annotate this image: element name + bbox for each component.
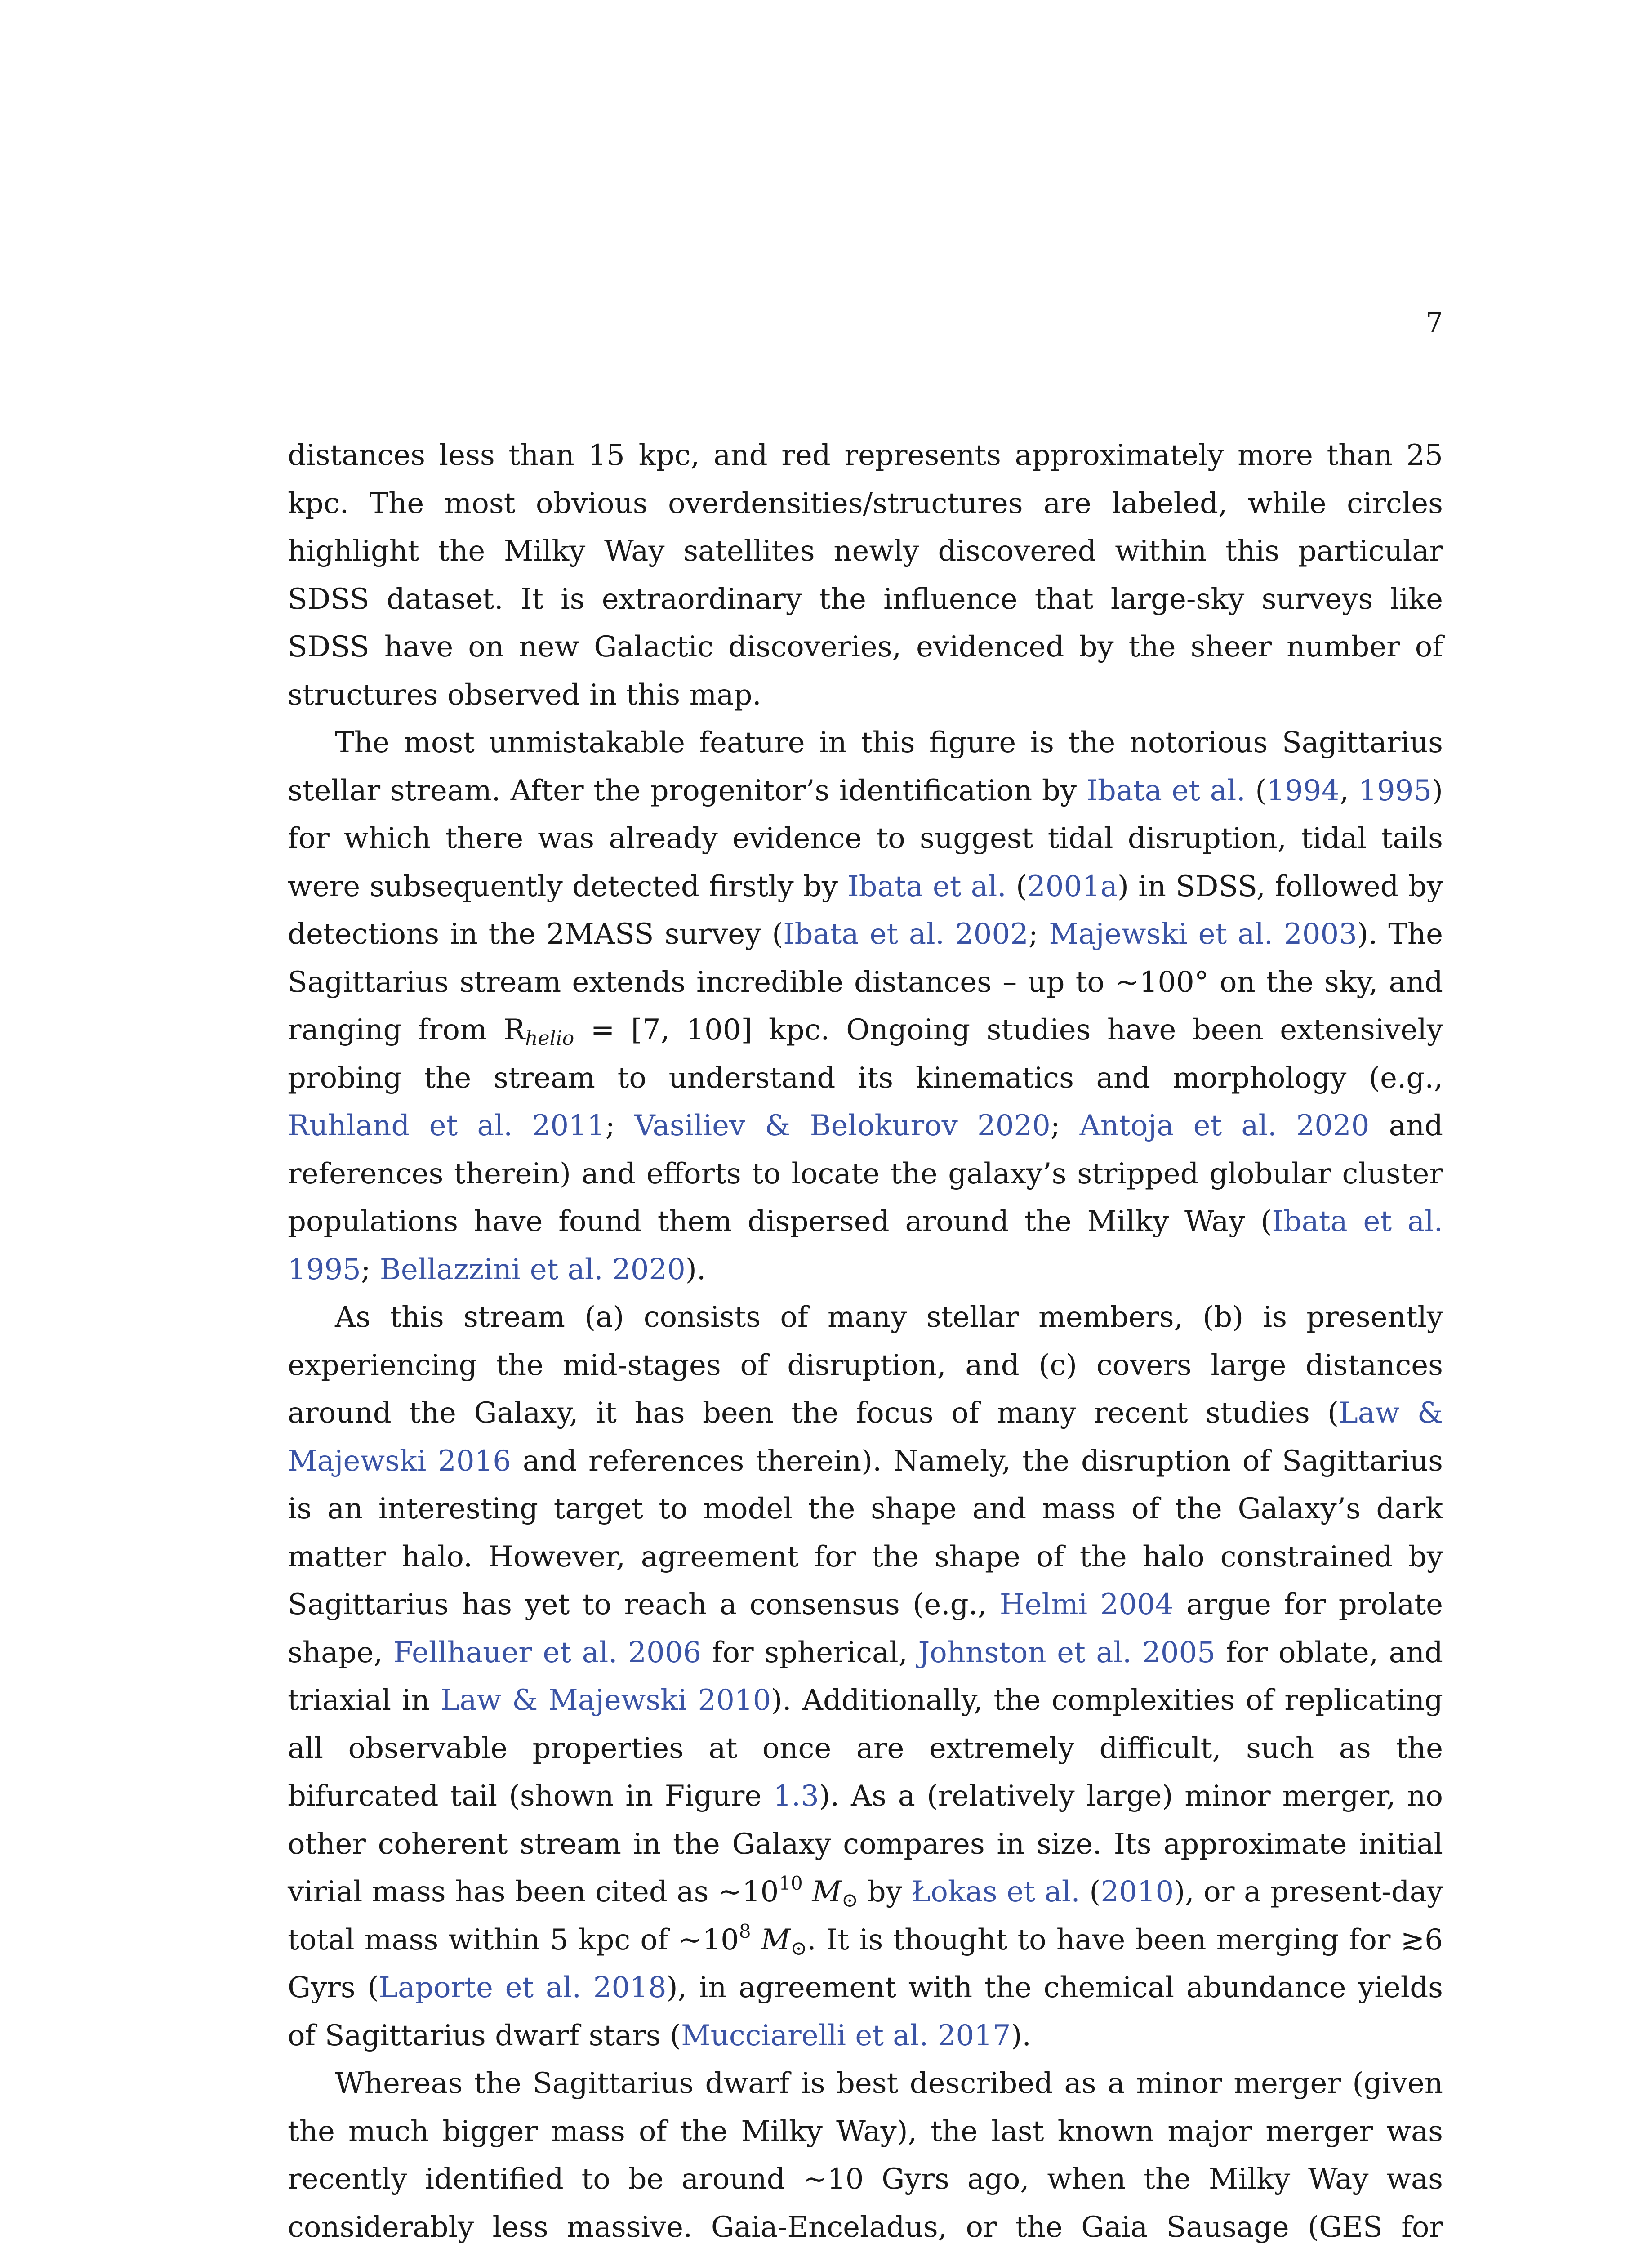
citation-link[interactable]: Bellazzini et al. 2020 xyxy=(379,1253,686,1286)
text: ; xyxy=(1050,1109,1080,1142)
text: As this stream (a) consists of many stellar members, (b) is presently experiencing the mid-stages of disruption, and (c) covers large distances around the Galaxy, it has been the focus of many recent studies ( xyxy=(288,1301,1443,1430)
text: , xyxy=(1340,774,1359,807)
citation-link[interactable]: Łokas et al. xyxy=(911,1875,1080,1909)
text: ). xyxy=(685,1253,706,1286)
text: ). xyxy=(1011,2019,1031,2052)
text: ; xyxy=(605,1109,635,1142)
text: ). As a (relatively large) minor merger, no other coherent stream in the Galaxy compares in size. Its approximate initial virial mass has been cited as ~10 xyxy=(288,1780,1443,1909)
paragraph-3 xyxy=(288,1293,1443,2060)
text: ; xyxy=(1028,918,1049,951)
text: The most unmistakable feature in this figure is the notorious Sagittarius stellar stream. After the progenitor’s identification by xyxy=(288,726,1443,807)
figure-reference-link[interactable]: 1.3 xyxy=(773,1780,819,1813)
citation-link[interactable]: Ibata et al. xyxy=(1086,774,1246,807)
citation-link[interactable]: Majewski et al. 2003 xyxy=(1049,918,1357,951)
text: Whereas the Sagittarius dwarf is best described as a minor merger (given the much bigger mass of the Milky Way), the last known major merger was recently identified to be around ~10 Gyrs ago, when the Milky Way was considerably less massive. Gaia-Enceladus, or the Gaia Sausage (GES for xyxy=(288,2067,1443,2244)
superscript: 10 xyxy=(779,1872,803,1894)
text: ). The Sagittarius stream extends incredible distances – up to ~100° on the sky, and ranging from R xyxy=(288,918,1443,1047)
citation-link[interactable]: Helmi 2004 xyxy=(999,1588,1174,1621)
text: ( xyxy=(1245,774,1267,807)
citation-link[interactable]: Laporte et al. 2018 xyxy=(378,1971,667,2004)
text: ; xyxy=(361,1253,380,1286)
text: and references therein) and efforts to locate the galaxy’s stripped globular cluster populations have found them dispersed around the Milky Way ( xyxy=(288,1109,1443,1238)
citation-link[interactable]: Mucciarelli et al. 2017 xyxy=(681,2019,1011,2052)
citation-link[interactable]: 1994 xyxy=(1266,774,1340,807)
superscript: 8 xyxy=(739,1920,751,1942)
text: ) for which there was already evidence to suggest tidal disruption, tidal tails were subsequently detected firstly by xyxy=(288,774,1443,903)
text: by xyxy=(858,1875,912,1909)
text: for spherical, xyxy=(701,1636,918,1669)
citation-link[interactable]: Ibata et al. 2002 xyxy=(783,918,1029,951)
math-symbol: M xyxy=(751,1923,791,1957)
paragraph-2 xyxy=(288,719,1443,1293)
citation-link[interactable]: Ibata et al. 1995 xyxy=(288,1205,1443,1286)
citation-link[interactable]: 1995 xyxy=(1358,774,1432,807)
citation-link[interactable]: Ibata et al. xyxy=(847,870,1006,903)
text: = [7, 100] kpc. Ongoing studies have been extensively probing the stream to understand its kinematics and morphology (e.g., xyxy=(288,1013,1443,1095)
text: argue for prolate shape, xyxy=(288,1588,1443,1669)
math-symbol: M xyxy=(802,1875,842,1909)
citation-link[interactable]: Ruhland et al. 2011 xyxy=(288,1109,606,1142)
citation-link[interactable]: Johnston et al. 2005 xyxy=(918,1636,1216,1669)
paragraph-4 xyxy=(288,2060,1443,2248)
text: . It is thought to have been merging for ≳6 Gyrs ( xyxy=(288,1923,1443,2004)
text: for oblate, and triaxial in xyxy=(288,1636,1443,1717)
citation-link[interactable]: Law & Majewski 2016 xyxy=(288,1396,1443,1478)
citation-link[interactable]: 2001a xyxy=(1027,870,1118,903)
subscript: ⊙ xyxy=(790,1936,807,1960)
text: and references therein). Namely, the disruption of Sagittarius is an interesting target to model the shape and mass of the Galaxy’s dark matter halo. However, agreement for the shape of the halo constrained by Sagittarius has yet to reach a consensus (e.g., xyxy=(288,1444,1443,1621)
text: ) in SDSS, followed by detections in the 2MASS survey ( xyxy=(288,870,1443,951)
page-number: 7 xyxy=(1425,307,1443,339)
citation-link[interactable]: Antoja et al. 2020 xyxy=(1079,1109,1370,1142)
text: ( xyxy=(1080,1875,1101,1909)
citation-link[interactable]: Law & Majewski 2010 xyxy=(440,1684,771,1717)
text: ( xyxy=(1006,870,1027,903)
subscript: helio xyxy=(525,1027,574,1050)
text: distances less than 15 kpc, and red represents approximately more than 25 kpc. The most obvious overdensities/structures are labeled, while circles highlight the Milky Way satellites newly discovered within this particular SDSS dataset. It is extraordinary the influence that large-sky surveys like SDSS have on new Galactic discoveries, evidenced by the sheer number of structures observed in this map. xyxy=(288,439,1443,712)
citation-link[interactable]: Fellhauer et al. 2006 xyxy=(393,1636,702,1669)
text: ), in agreement with the chemical abundance yields of Sagittarius dwarf stars ( xyxy=(288,1971,1443,2052)
text: ). Additionally, the complexities of replicating all observable properties at once are extremely difficult, such as the bifurcated tail (shown in Figure xyxy=(288,1684,1443,1813)
citation-link[interactable]: 2010 xyxy=(1100,1875,1174,1909)
body-text xyxy=(288,432,1443,2248)
paragraph-1 xyxy=(288,432,1443,719)
text: ), or a present-day total mass within 5 kpc of ~10 xyxy=(288,1875,1443,1957)
subscript: ⊙ xyxy=(842,1889,858,1912)
citation-link[interactable]: Vasiliev & Belokurov 2020 xyxy=(634,1109,1051,1142)
